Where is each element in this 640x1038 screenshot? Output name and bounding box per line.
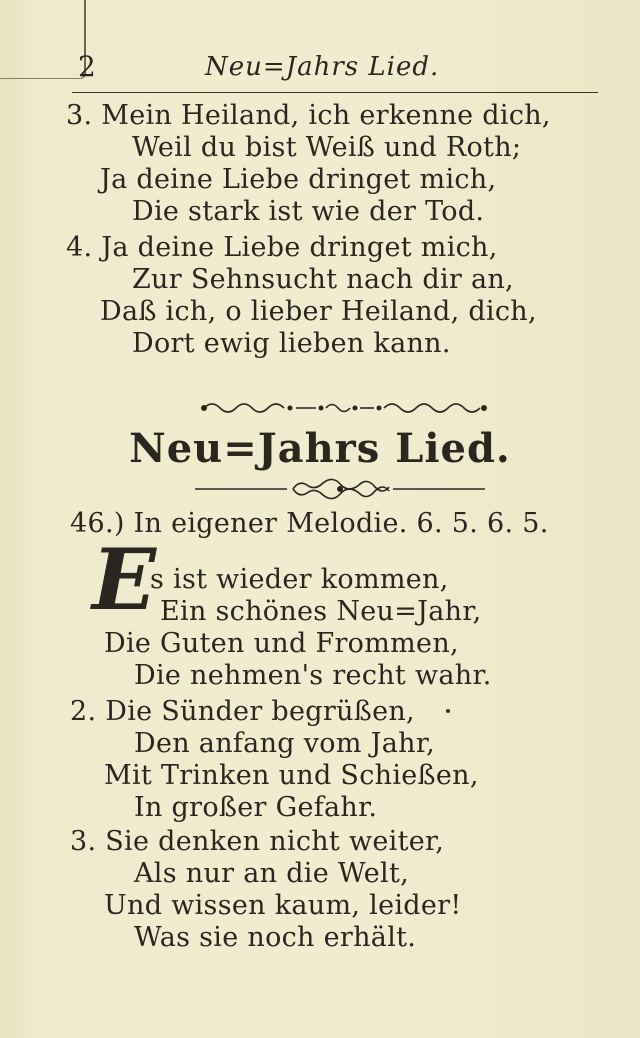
verse-line: In großer Gefahr.: [134, 792, 378, 823]
verse-line: Weil du bist Weiß und Roth;: [132, 132, 522, 163]
verse-line: Mit Trinken und Schießen,: [104, 760, 479, 791]
page-corner-edge: [0, 0, 86, 79]
verse-line: Dort ewig lieben kann.: [132, 328, 451, 359]
verse-line: Daß ich, o lieber Heiland, dich,: [100, 296, 537, 327]
header-rule: [72, 92, 598, 93]
verse-line: Die stark ist wie der Tod.: [132, 196, 485, 227]
drop-cap: E: [92, 530, 157, 629]
verse-line: 4. Ja deine Liebe dringet mich,: [66, 232, 498, 263]
verse-line: Die nehmen's recht wahr.: [134, 660, 492, 691]
title-rule-ornament: [195, 478, 485, 500]
verse-line: 2. Die Sünder begrüßen,: [70, 696, 415, 727]
page-number: 2: [78, 50, 96, 83]
verse-line: Was sie noch erhält.: [134, 922, 417, 953]
verse-line: 3. Mein Heiland, ich erkenne dich,: [66, 100, 551, 131]
hymn-meta: 46.) In eigener Melodie. 6. 5. 6. 5.: [70, 508, 549, 539]
verse-line: Den anfang vom Jahr,: [134, 728, 435, 759]
hymn-title: Neu=Jahrs Lied.: [129, 425, 511, 472]
running-title: Neu=Jahrs Lied.: [205, 52, 440, 82]
verse-line: Zur Sehnsucht nach dir an,: [132, 264, 514, 295]
verse-line: Als nur an die Welt,: [134, 858, 409, 889]
verse-line: Und wissen kaum, leider!: [104, 890, 462, 921]
verse-line: 3. Sie denken nicht weiter,: [70, 826, 445, 857]
verse-line: Die Guten und Frommen,: [104, 628, 459, 659]
ink-speck: [446, 709, 450, 713]
verse-line: Ja deine Liebe dringet mich,: [100, 164, 497, 195]
verse-line: s ist wieder kommen,: [150, 564, 449, 595]
verse-line: Ein schönes Neu=Jahr,: [160, 596, 482, 627]
ornament-divider: [200, 397, 490, 419]
